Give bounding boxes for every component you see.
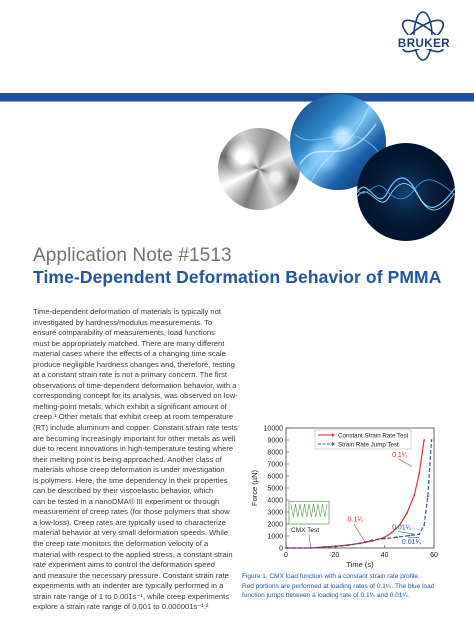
header-band-highlight <box>0 101 474 102</box>
data-point <box>396 536 398 538</box>
y-tick-label: 0 <box>279 545 283 553</box>
data-point <box>413 494 415 496</box>
data-point <box>322 546 324 548</box>
data-point <box>427 496 429 498</box>
y-tick-label: 6000 <box>267 473 283 481</box>
header-band <box>0 93 474 101</box>
body-line: can be tested in a nanoDMA® III experiment or through <box>33 496 220 506</box>
strain-rate-annotation: 0.01¹⁄ₛ <box>392 524 412 532</box>
x-axis-label: Time (s) <box>346 560 374 569</box>
body-line: are becoming increasingly important for other metals as well <box>33 433 236 443</box>
force-time-chart <box>236 418 446 574</box>
strain-rate-annotation: 0.1¹⁄ₛ <box>392 451 408 459</box>
body-line: due to recent innovations in high-temperature testing where <box>33 444 234 454</box>
metal-photo <box>218 128 300 210</box>
data-point <box>334 546 336 548</box>
body-line: at a constant strain rate is not a primary concern. The first <box>33 370 228 380</box>
y-tick-label: 10000 <box>263 425 283 433</box>
body-line: a low-loss). Creep rates are typically used to characterize <box>33 517 226 527</box>
body-line: (RT) include aluminum and copper. Constant strain rate tests <box>33 423 238 433</box>
body-line: experiments with an indenter are typically performed in a <box>33 581 224 591</box>
application-note-number: Application Note #1513 <box>33 245 232 266</box>
y-tick-label: 4000 <box>267 497 283 505</box>
data-point <box>391 532 393 534</box>
data-point <box>347 544 349 546</box>
body-line: materials whose creep deformation is under investigation <box>33 465 225 475</box>
figure-caption <box>242 572 454 601</box>
x-tick-label: 60 <box>430 552 438 559</box>
brand-name: BRUKER <box>397 38 451 50</box>
y-tick-label: 9000 <box>267 437 283 445</box>
page-title: Time-Dependent Deformation Behavior of PMMA <box>33 267 442 287</box>
body-line: creep.¹ Other metals that exhibit creep at room temperature <box>33 412 234 422</box>
y-tick-label: 8000 <box>267 449 283 457</box>
data-point <box>408 535 410 537</box>
x-tick-label: 20 <box>331 552 340 559</box>
body-line: can be described by their viscoelastic behavior, which <box>33 486 214 496</box>
wave-photo <box>357 143 455 241</box>
body-line: produce negligible hardness changes and, therefore, testing <box>33 359 235 369</box>
figure-1-chart <box>236 418 446 574</box>
body-line: is polymers. Here, the time dependency in their properties <box>33 475 228 485</box>
body-line: measurement of creep rates (for those polymers that show <box>33 507 230 517</box>
body-line: corresponding concept for its analysis, was observed on low- <box>33 391 238 401</box>
caption-line: Figure 1. CMX load function with a constant strain rate profile. <box>242 573 420 580</box>
body-text <box>33 307 245 613</box>
y-tick-label: 3000 <box>267 509 283 517</box>
y-axis-label: Force (µN) <box>250 470 259 506</box>
data-point <box>418 533 420 535</box>
y-tick-label: 2000 <box>267 521 283 529</box>
legend-label: Strain Rate Jump Test <box>338 441 399 449</box>
strain-rate-annotation: 0.01¹⁄ₛ <box>401 538 422 546</box>
data-point <box>418 473 420 475</box>
body-line: material cases where the effects of a changing time scale <box>33 349 226 359</box>
bruker-logo <box>392 8 454 68</box>
data-point <box>423 439 425 441</box>
body-line: observations of time-dependent deformation behavior, with a <box>33 380 237 390</box>
body-line: ensure comparability of measurements, load functions <box>33 328 215 338</box>
body-line: and measure the necessary pressure. Constant strain rate <box>33 570 229 580</box>
x-tick-label: 40 <box>380 552 389 559</box>
data-point <box>423 524 425 526</box>
body-line: Time-dependent deformation of materials is typically not <box>33 307 221 316</box>
body-line: must be appropriately matched. There are many different <box>33 338 225 348</box>
y-tick-label: 5000 <box>267 485 283 493</box>
y-tick-label: 7000 <box>267 461 283 469</box>
data-point <box>384 538 386 540</box>
x-tick-label: 0 <box>284 552 288 559</box>
data-point <box>310 547 312 549</box>
strain-rate-annotation: 0.1¹⁄ₛ <box>347 516 364 524</box>
data-point <box>285 547 287 549</box>
data-point <box>371 539 373 541</box>
cmx-inset-label: CMX Test <box>291 527 320 534</box>
body-line: strain rate range of 1 to 0.001s⁻¹, while creep experiments <box>33 591 230 601</box>
y-tick-label: 1000 <box>267 533 283 541</box>
caption-line: Red portions are performed at loading rates of 0.1¹⁄ₛ. The blue load <box>242 582 435 590</box>
body-line: melting-point metals, which exhibit a significant amount of <box>33 401 227 411</box>
body-line: material with respect to the applied stress, a constant strain <box>33 549 233 559</box>
body-line: material behavior at very small deformation speeds. While <box>33 528 228 538</box>
body-line: explore a strain rate range of 0.001 to 0.000001s⁻¹.² <box>33 602 209 612</box>
data-point <box>359 542 361 544</box>
body-line: investigated by hardness/modulus measurements. To <box>33 317 213 327</box>
data-point <box>431 439 433 441</box>
body-line: rate experiment aims to control the deformation speed <box>33 560 215 570</box>
data-point <box>406 512 408 514</box>
caption-line: function jumps between a loading rate of 0.1¹⁄ₛ and 0.01¹⁄ₛ. <box>242 592 410 600</box>
body-line: their melting point is being approached. Another class of <box>33 454 222 464</box>
body-line: the creep rate monitors the deformation velocity of a <box>33 539 209 549</box>
legend-label: Constant Strain Rate Test <box>338 432 409 440</box>
